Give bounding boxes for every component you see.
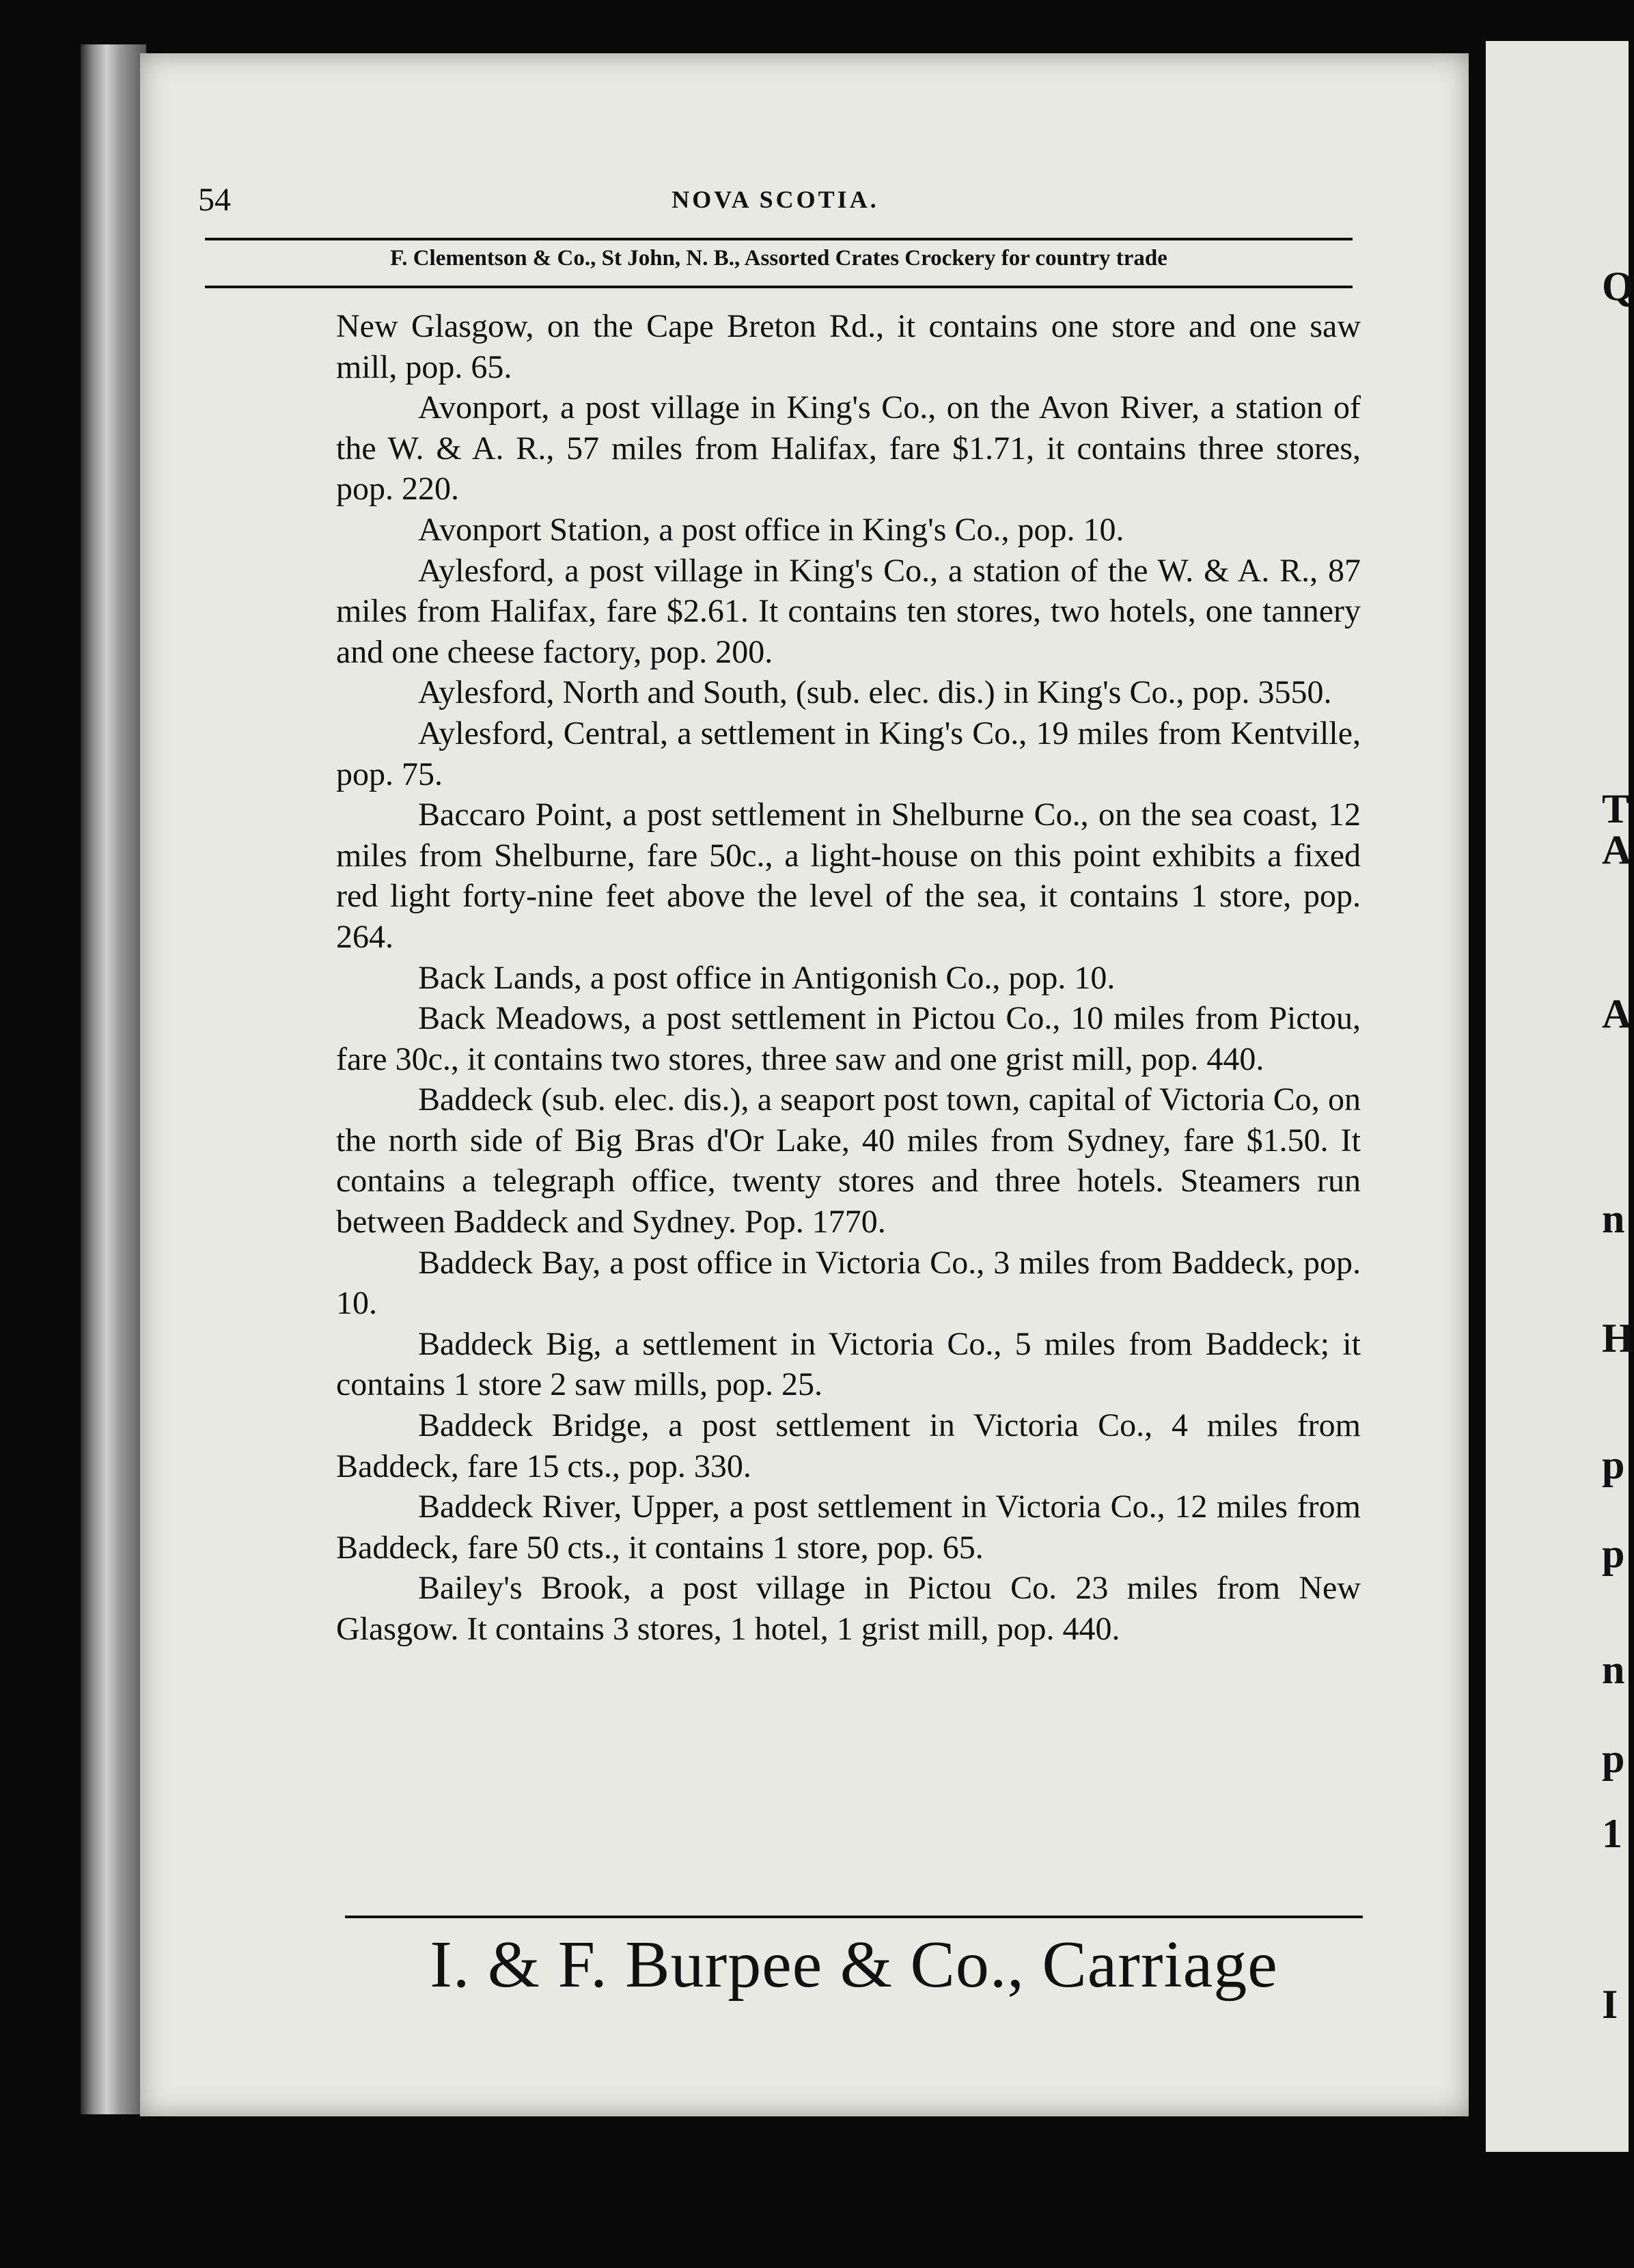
facing-page [1486,41,1634,2152]
advert-rule [205,286,1353,288]
header-rule [205,238,1353,240]
facing-page-fragment: p [1602,1442,1625,1487]
gazetteer-entry: Aylesford, a post village in King's Co., a station of the W. & A. R., 87 miles from Halifax, fare $2.61. It contains ten stores, two hotels, one tannery and one cheese factory, pop. 200. [336,552,1361,670]
gazetteer-entry: Baddeck Bay, a post office in Victoria Co., 3 miles from Baddeck, pop. 10. [336,1244,1361,1322]
gazetteer-entry: Back Meadows, a post settlement in Pictou Co., 10 miles from Pictou, fare 30c., it contains two stores, three saw and one grist mill, pop. 440. [336,1000,1361,1077]
facing-page-fragment: 1 [1602,1811,1622,1856]
gazetteer-entry: Baccaro Point, a post settlement in Shelburne Co., on the sea coast, 12 miles from Shelburne, fare 50c., a light-house on this point exhibits a fixed red light forty-nine feet above the level of the sea, it contains 1 store, pop. 264. [336,797,1361,955]
gazetteer-entry: Avonport Station, a post office in King's Co., pop. 10. [418,511,1124,548]
facing-page-fragment: T [1602,786,1630,831]
gazetteer-entry: Aylesford, Central, a settlement in King's Co., 19 miles from Kentville, pop. 75. [336,715,1361,792]
facing-page-fragment: A [1602,827,1632,872]
facing-page-fragment: A [1602,991,1632,1036]
gazetteer-entry: New Glasgow, on the Cape Breton Rd., it contains one store and one saw mill, pop. 65. [336,308,1361,385]
facing-page-fragment: n [1602,1196,1625,1241]
facing-page-fragment: p [1602,1531,1625,1576]
footer-rule [345,1916,1363,1918]
gazetteer-entry: Baddeck (sub. elec. dis.), a seaport post town, capital of Victoria Co, on the north side of Big Bras d'Or Lake, 40 miles from Sydney, fare $1.50. It contains a telegraph office, twenty stores and three hotels. Steamers run between Baddeck and Sydney. Pop. 1770. [336,1081,1361,1241]
facing-page-fragment: H [1602,1316,1634,1361]
gazetteer-entry: Back Lands, a post office in Antigonish Co., pop. 10. [418,959,1116,996]
facing-page-fragment: p [1602,1736,1625,1781]
facing-page-fragment: I [1602,1982,1618,2027]
gazetteer-entries [336,306,1361,1650]
footer-advertisement: I. & F. Burpee & Co., Carriage [430,1928,1278,2002]
page-number: 54 [198,182,231,218]
gazetteer-entry: Baddeck River, Upper, a post settlement in Victoria Co., 12 miles from Baddeck, fare 50 cts., it contains 1 store, pop. 65. [336,1489,1361,1566]
gazetteer-entry: Baddeck Big, a settlement in Victoria Co., 5 miles from Baddeck; it contains 1 store 2 saw mills, pop. 25. [336,1325,1361,1403]
running-head: NOVA SCOTIA. [671,186,879,213]
gazetteer-entry: Baddeck Bridge, a post settlement in Victoria Co., 4 miles from Baddeck, fare 15 cts., pop. 330. [336,1407,1361,1484]
header-advertisement: F. Clementson & Co., St John, N. B., Assorted Crates Crockery for country trade [390,246,1167,271]
facing-page-fragment: n [1602,1647,1625,1692]
gazetteer-entry: Avonport, a post village in King's Co., on the Avon River, a station of the W. & A. R., 57 miles from Halifax, fare $1.71, it contains three stores, pop. 220. [336,389,1361,508]
page-header [198,181,1353,229]
gazetteer-entry: Bailey's Brook, a post village in Pictou Co. 23 miles from New Glasgow. It contains 3 stores, 1 hotel, 1 grist mill, pop. 440. [336,1570,1361,1647]
facing-page-fragment: Q [1602,264,1634,309]
book-spine [81,44,146,2114]
gazetteer-entry: Aylesford, North and South, (sub. elec. dis.) in King's Co., pop. 3550. [418,674,1332,711]
